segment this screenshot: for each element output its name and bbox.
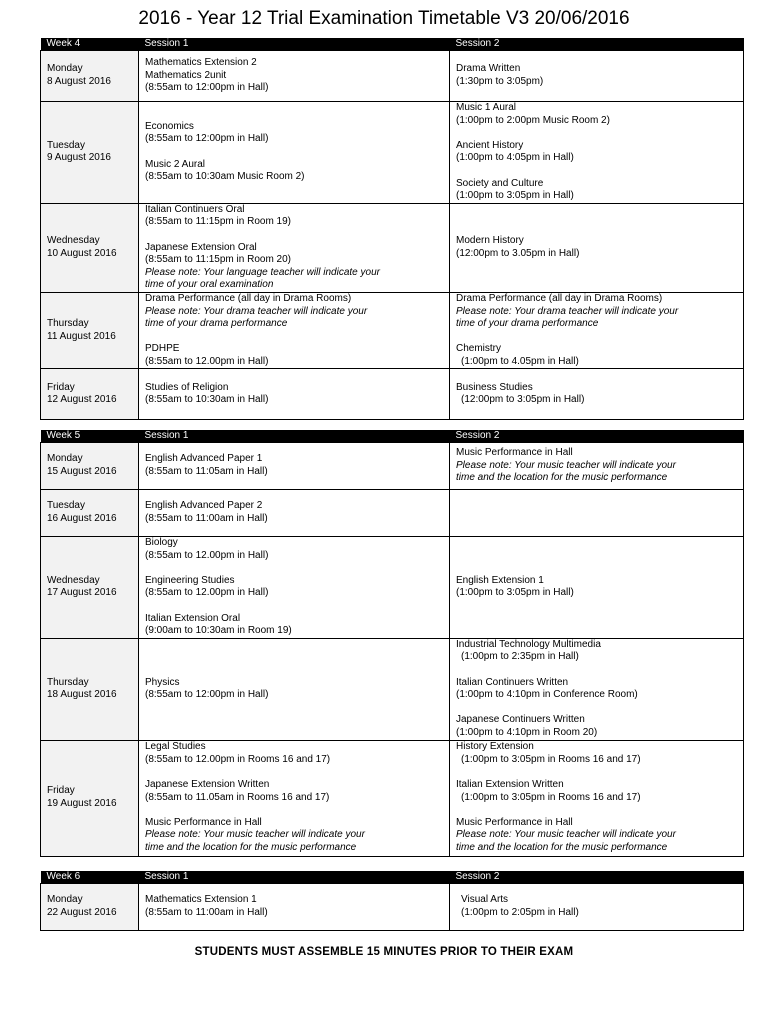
- day-cell: [41, 102, 139, 204]
- day-name: Tuesday: [47, 139, 85, 151]
- exam-entry: (1:00pm to 2:35pm in Hall): [461, 651, 579, 663]
- exam-entry: (8:55am to 11:15pm in Room 19): [145, 216, 292, 228]
- exam-entry: Economics: [145, 120, 194, 132]
- day-name: Tuesday: [47, 500, 85, 512]
- session-2-cell: [450, 443, 744, 490]
- timetable-week-6: [40, 871, 744, 931]
- exam-entry: Music Performance in Hall: [456, 447, 573, 459]
- day-cell: [41, 369, 139, 420]
- exam-entry: (8:55am to 12.00pm in Hall): [145, 549, 269, 561]
- exam-entry: Engineering Studies: [145, 574, 235, 586]
- day-name: Monday: [47, 453, 83, 465]
- session-1-cell: [139, 638, 450, 740]
- assembly-notice: STUDENTS MUST ASSEMBLE 15 MINUTES PRIOR TO THEIR EXAM: [194, 946, 574, 958]
- session-2-cell: [450, 51, 744, 102]
- exam-entry: Music Performance in Hall: [145, 816, 262, 828]
- exam-entry: Visual Arts: [461, 894, 509, 906]
- week-label: Week 5: [41, 430, 139, 443]
- exam-entry: (9:00am to 10:30am in Room 19): [145, 625, 292, 637]
- exam-note: time and the location for the music performance: [456, 842, 668, 854]
- exam-note: time of your drama performance: [145, 318, 288, 330]
- exam-entry: (12:00pm to 3:05pm in Hall): [461, 394, 585, 406]
- exam-entry: (1:00pm to 4:10pm in Conference Room): [456, 689, 638, 701]
- day-date: 22 August 2016: [47, 907, 117, 918]
- day-name: Friday: [47, 381, 75, 393]
- exam-note: time and the location for the music performance: [456, 472, 668, 484]
- exam-entry: Drama Performance (all day in Drama Rooms): [456, 292, 663, 304]
- exam-entry: (8:55am to 11:00am in Hall): [145, 513, 268, 524]
- exam-entry: (1:00pm to 2:05pm in Hall): [461, 907, 579, 918]
- table-row: [41, 443, 744, 490]
- session-1-cell: [139, 203, 450, 292]
- session-1-cell: [139, 884, 450, 931]
- line-spacer: [145, 331, 445, 344]
- exam-note: time of your oral examination: [145, 279, 274, 291]
- session-2-cell: [450, 203, 744, 292]
- exam-entry: English Advanced Paper 2: [145, 500, 263, 512]
- session-1-cell: [139, 292, 450, 369]
- day-date: 16 August 2016: [47, 513, 117, 524]
- exam-entry: Japanese Continuers Written: [456, 714, 585, 726]
- exam-entry: Society and Culture: [456, 177, 544, 189]
- session-1-cell: [139, 369, 450, 420]
- session-2-header: Session 2: [450, 38, 744, 51]
- table-row: [41, 537, 744, 639]
- exam-entry: (8:55am to 11:05am in Hall): [145, 466, 268, 477]
- day-cell: [41, 884, 139, 931]
- exam-entry: Japanese Extension Written: [145, 779, 270, 791]
- line-spacer: [456, 804, 739, 817]
- day-name: Thursday: [47, 318, 89, 330]
- session-2-cell: [450, 102, 744, 204]
- day-date: 17 August 2016: [47, 587, 117, 599]
- exam-entry: Drama Written: [456, 63, 521, 75]
- exam-entry: (8:55am to 12.00pm in Hall): [145, 355, 269, 367]
- day-date: 18 August 2016: [47, 689, 117, 701]
- exam-entry: (8:55am to 11.05am in Rooms 16 and 17): [145, 791, 330, 803]
- line-spacer: [456, 127, 739, 140]
- exam-note: Please note: Your language teacher will indicate your: [145, 266, 380, 278]
- exam-note: Please note: Your music teacher will indicate your: [456, 459, 676, 471]
- session-1-cell: [139, 102, 450, 204]
- session-2-cell: [450, 740, 744, 856]
- week-label: Week 4: [41, 38, 139, 51]
- line-spacer: [145, 767, 445, 780]
- table-row: [41, 369, 744, 420]
- exam-entry: (1:00pm to 4:05pm in Hall): [456, 152, 574, 164]
- exam-entry: (8:55am to 10:30am Music Room 2): [145, 171, 305, 183]
- session-2-cell: [450, 369, 744, 420]
- day-date: 15 August 2016: [47, 466, 117, 477]
- timetable-week-4: [40, 38, 744, 420]
- week-label: Week 6: [41, 871, 139, 884]
- exam-entry: Japanese Extension Oral: [145, 241, 257, 253]
- session-1-header: Session 1: [139, 871, 450, 884]
- exam-note: Please note: Your drama teacher will indicate your: [145, 305, 368, 317]
- day-date: 8 August 2016: [47, 76, 111, 87]
- day-name: Monday: [47, 63, 83, 75]
- line-spacer: [145, 562, 445, 575]
- exam-entry: (8:55am to 12:00pm in Hall): [145, 133, 269, 145]
- session-1-cell: [139, 443, 450, 490]
- exam-entry: Mathematics Extension 1: [145, 894, 257, 906]
- exam-note: time and the location for the music performance: [145, 842, 357, 854]
- timetable-week-5: [40, 430, 744, 857]
- exam-entry: (1:00pm to 2:00pm Music Room 2): [456, 114, 610, 126]
- exam-entry: (1:00pm to 3:05pm in Hall): [456, 587, 574, 599]
- exam-entry: Drama Performance (all day in Drama Rooms): [145, 292, 352, 304]
- exam-entry: Italian Extension Oral: [145, 612, 241, 624]
- exam-entry: Mathematics Extension 2: [145, 57, 257, 69]
- exam-entry: Modern History: [456, 235, 524, 247]
- session-1-cell: [139, 537, 450, 639]
- exam-entry: Music Performance in Hall: [456, 816, 573, 828]
- day-cell: [41, 740, 139, 856]
- line-spacer: [145, 600, 445, 613]
- session-2-cell: [450, 490, 744, 537]
- day-name: Friday: [47, 785, 75, 797]
- session-2-cell: [450, 537, 744, 639]
- line-spacer: [456, 767, 739, 780]
- exam-entry: (8:55am to 12.00pm in Hall): [145, 587, 269, 599]
- day-date: 12 August 2016: [47, 394, 117, 406]
- session-2-header: Session 2: [450, 871, 744, 884]
- session-1-cell: [139, 490, 450, 537]
- page-title: 2016 - Year 12 Trial Examination Timetable V3 20/06/2016: [138, 8, 630, 29]
- day-cell: [41, 51, 139, 102]
- line-spacer: [456, 331, 739, 344]
- exam-entry: Italian Continuers Oral: [145, 203, 245, 215]
- day-name: Wednesday: [47, 235, 100, 247]
- exam-entry: Physics: [145, 676, 180, 688]
- table-row: [41, 490, 744, 537]
- exam-entry: Biology: [145, 537, 178, 548]
- exam-entry: Studies of Religion: [145, 381, 229, 393]
- line-spacer: [145, 229, 445, 242]
- line-spacer: [456, 664, 739, 677]
- exam-entry: (1:00pm to 3:05pm in Rooms 16 and 17): [461, 753, 641, 765]
- exam-entry: (1:30pm to 3:05pm): [456, 76, 544, 87]
- exam-note: time of your drama performance: [456, 318, 599, 330]
- table-row: [41, 51, 744, 102]
- exam-entry: History Extension: [456, 741, 534, 753]
- exam-entry: (12:00pm to 3.05pm in Hall): [456, 247, 580, 259]
- session-2-cell: [450, 884, 744, 931]
- table-row: [41, 638, 744, 740]
- day-cell: [41, 203, 139, 292]
- exam-entry: (8:55am to 12:00pm in Hall): [145, 82, 269, 94]
- day-cell: [41, 638, 139, 740]
- exam-note: Please note: Your drama teacher will indicate your: [456, 305, 679, 317]
- exam-entry: (8:55am to 10:30am in Hall): [145, 394, 269, 406]
- exam-entry: (1:00pm to 3:05pm in Hall): [456, 190, 574, 202]
- exam-entry: Legal Studies: [145, 741, 206, 753]
- session-2-header: Session 2: [450, 430, 744, 443]
- day-cell: [41, 537, 139, 639]
- exam-entry: Music 2 Aural: [145, 158, 206, 170]
- line-spacer: [145, 804, 445, 817]
- day-date: 11 August 2016: [47, 330, 116, 342]
- day-date: 9 August 2016: [47, 152, 111, 164]
- week-header-row: [41, 871, 744, 884]
- exam-note: Please note: Your music teacher will indicate your: [145, 829, 365, 841]
- table-row: [41, 884, 744, 931]
- week-header-row: [41, 430, 744, 443]
- exam-entry: Business Studies: [456, 381, 533, 393]
- session-1-cell: [139, 740, 450, 856]
- exam-entry: (8:55am to 11:00am in Hall): [145, 907, 268, 918]
- exam-entry: Chemistry: [456, 343, 502, 355]
- exam-entry: Music 1 Aural: [456, 102, 517, 113]
- day-cell: [41, 490, 139, 537]
- exam-entry: (1:00pm to 4:10pm in Room 20): [456, 726, 598, 738]
- session-1-cell: [139, 51, 450, 102]
- exam-entry: English Extension 1: [456, 574, 544, 586]
- exam-entry: Mathematics 2unit: [145, 69, 227, 81]
- day-date: 19 August 2016: [47, 798, 117, 809]
- day-name: Thursday: [47, 676, 89, 688]
- day-name: Wednesday: [47, 574, 100, 586]
- table-row: [41, 102, 744, 204]
- line-spacer: [456, 165, 739, 178]
- session-1-header: Session 1: [139, 38, 450, 51]
- exam-entry: (8:55am to 11:15pm in Room 20): [145, 254, 292, 266]
- session-1-header: Session 1: [139, 430, 450, 443]
- table-row: [41, 203, 744, 292]
- table-row: [41, 292, 744, 369]
- exam-entry: Italian Continuers Written: [456, 676, 569, 688]
- day-cell: [41, 292, 139, 369]
- day-cell: [41, 443, 139, 490]
- week-header-row: [41, 38, 744, 51]
- session-2-cell: [450, 292, 744, 369]
- exam-entry: English Advanced Paper 1: [145, 453, 263, 465]
- exam-entry: Industrial Technology Multimedia: [456, 638, 601, 650]
- exam-entry: (8:55am to 12.00pm in Rooms 16 and 17): [145, 753, 331, 765]
- exam-entry: PDHPE: [145, 343, 180, 355]
- day-date: 10 August 2016: [47, 247, 117, 259]
- session-2-cell: [450, 638, 744, 740]
- exam-entry: (1:00pm to 4.05pm in Hall): [461, 355, 579, 367]
- exam-note: Please note: Your music teacher will indicate your: [456, 829, 676, 841]
- day-name: Monday: [47, 894, 83, 906]
- exam-entry: (8:55am to 12:00pm in Hall): [145, 689, 269, 701]
- exam-entry: Italian Extension Written: [456, 779, 564, 791]
- line-spacer: [145, 146, 445, 159]
- exam-entry: Ancient History: [456, 139, 524, 151]
- line-spacer: [456, 702, 739, 715]
- exam-entry: (1:00pm to 3:05pm in Rooms 16 and 17): [461, 791, 641, 803]
- table-row: [41, 740, 744, 856]
